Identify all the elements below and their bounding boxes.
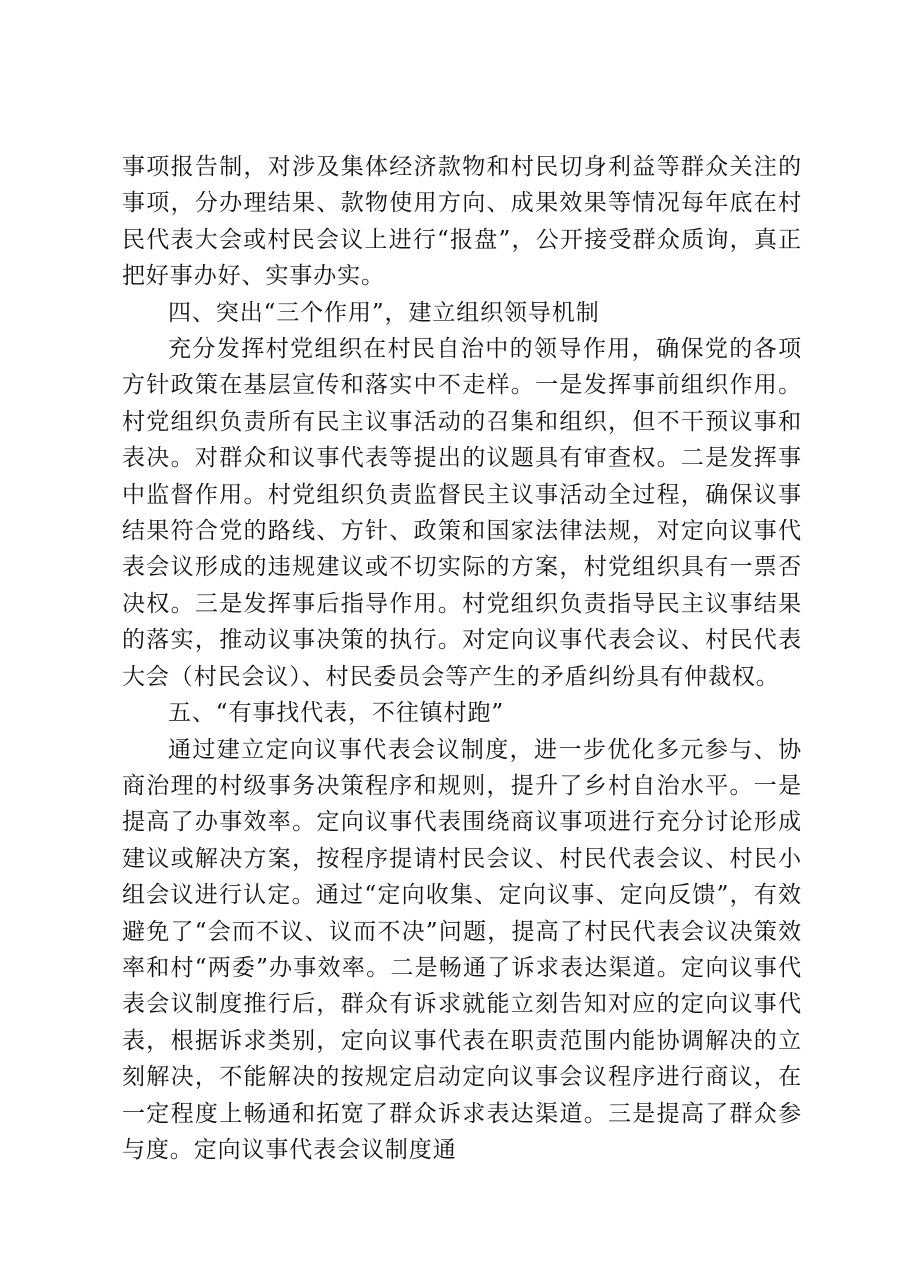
paragraph-section-five: 通过建立定向议事代表会议制度，进一步优化多元参与、协商治理的村级事务决策程序和规则，提升了乡村自治水平。一是提高了办事效率。定向议事代表围绕商议事项进行充分讨论形成建议或解决方案，按程序提请村民会议、村民代表会议、村民小组会议进行认定。通过“定向收集、定向议事、定向反馈”，有效避免了“会而不议、议而不决”问题，提高了村民代表会议决策效率和村“两委”办事效率。二是畅通了诉求表达渠道。定向议事代表会议制度推行后，群众有诉求就能立刻告知对应的定向议事代表，根据诉求类别，定向议事代表在职责范围内能协调解决的立刻解决，不能解决的按规定启动定向议事会议程序进行商议，在一定程度上畅通和拓宽了群众诉求表达渠道。三是提高了群众参与度。定向议事代表会议制度通	[122, 736, 802, 1163]
paragraph-continuation: 事项报告制，对涉及集体经济款物和村民切身利益等群众关注的事项，分办理结果、款物使用方向、成果效果等情况每年底在村民代表大会或村民会议上进行“报盘”，公开接受群众质询，真正把好事办好、实事办实。	[122, 154, 802, 290]
paragraph-section-four: 充分发挥村党组织在村民自治中的领导作用，确保党的各项方针政策在基层宣传和落实中不走样。一是发挥事前组织作用。村党组织负责所有民主议事活动的召集和组织，但不干预议事和表决。对群众和议事代表等提出的议题具有审查权。二是发挥事中监督作用。村党组织负责监督民主议事活动全过程，确保议事结果符合党的路线、方针、政策和国家法律法规，对定向议事代表会议形成的违规建议或不切实际的方案，村党组织具有一票否决权。三是发挥事后指导作用。村党组织负责指导民主议事结果的落实，推动议事决策的执行。对定向议事代表会议、村民代表大会（村民会议）、村民委员会等产生的矛盾纠纷具有仲裁权。	[122, 336, 802, 690]
section-heading-four: 四、突出“三个作用”，建立组织领导机制	[168, 299, 600, 326]
document-body	[122, 149, 802, 1168]
section-heading-five: 五、“有事找代表，不往镇村跑”	[168, 700, 505, 727]
